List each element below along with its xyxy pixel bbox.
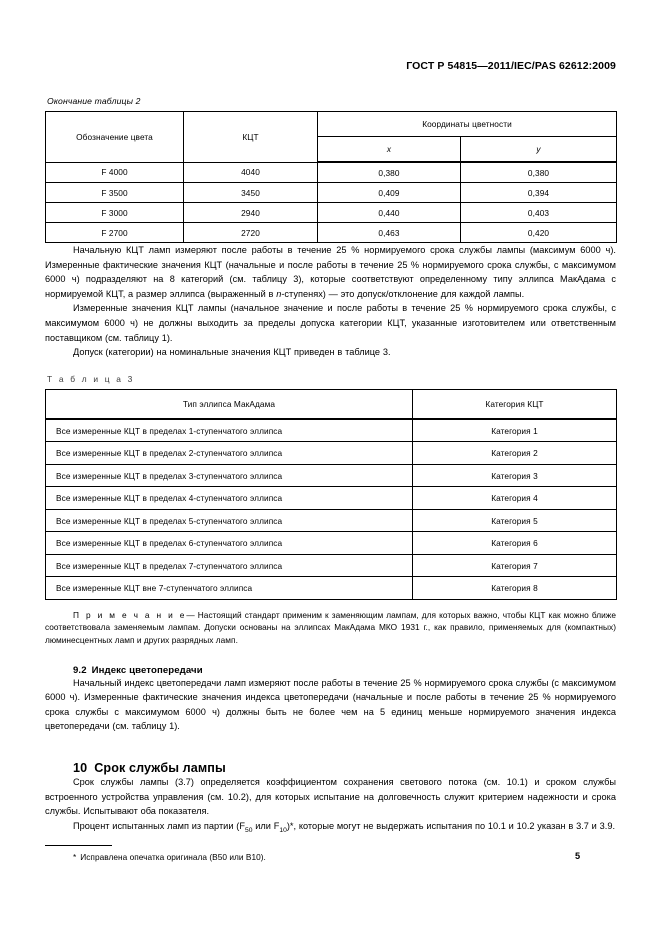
table2-cell-x: 0,440: [318, 203, 461, 223]
table-row: [46, 183, 617, 203]
table3-cell-category: Категория 4: [413, 487, 617, 510]
table3-cell-type: Все измеренные КЦТ в пределах 3-ступенчатого эллипса: [46, 464, 413, 487]
table-row: [46, 442, 617, 465]
table3-macadam-categories: [45, 389, 617, 600]
table2-cell-cct: 4040: [184, 162, 318, 183]
table3-header-category: Категория КЦТ: [413, 389, 617, 419]
paragraph-cct-tolerance: Измеренные значения КЦТ лампы (начальное значение и после работы в течение 25 % нормируемого срока службы, с максимумом 6000 ч) не должны выходить за пределы допуска категории КЦТ, указанные изготовителем или ответственным поставщиком (см. таблицу 1).: [45, 303, 616, 343]
table2-header-color: Обозначение цвета: [46, 112, 184, 163]
paragraph-text: Процент испытанных ламп из партии (F: [73, 820, 245, 831]
table2-cell-color: F 2700: [46, 223, 184, 243]
table3-header-ellipse-type: Тип эллипса МакАдама: [46, 389, 413, 419]
paragraph-cct-measurement: [45, 243, 616, 301]
table2-cell-y: 0,380: [461, 162, 617, 183]
table3-cell-type: Все измеренные КЦТ в пределах 2-ступенчатого эллипса: [46, 442, 413, 465]
subscript-f50: 50: [244, 826, 253, 834]
table2-caption: Окончание таблицы 2: [47, 96, 141, 106]
table3-header-row: [46, 389, 617, 419]
table-row: [46, 509, 617, 532]
footnote-content: Исправлена опечатка оригинала (В50 или В10).: [80, 852, 266, 863]
table2-header-chromaticity: Координаты цветности: [318, 112, 617, 137]
table-row: [46, 162, 617, 183]
note-text: — Настоящий стандарт применим к заменяющим лампам, для которых важно, чтобы КЦТ как можно ближе соответствовала заменяемым лампам. Допуски основаны на эллипсах МакАдама МКО 1931 г., как правило, применяемых для (компактных) люминесцентных ламп и других разрядных ламп.: [45, 609, 616, 645]
table-row: [46, 577, 617, 600]
heading-section-9-2: [73, 665, 616, 676]
table-row: [46, 223, 617, 243]
table2-cell-cct: 2940: [184, 203, 318, 223]
variable-n: n: [276, 288, 282, 299]
footnote-block: [45, 845, 616, 863]
section-number: 9.2: [73, 664, 87, 676]
table2-header-y: y: [461, 137, 617, 163]
table3-cell-category: Категория 2: [413, 442, 617, 465]
table-row: [46, 487, 617, 510]
table-row: [46, 532, 617, 555]
table2-cell-color: F 3500: [46, 183, 184, 203]
table2-cell-x: 0,409: [318, 183, 461, 203]
table3-cell-type: Все измеренные КЦТ в пределах 5-ступенчатого эллипса: [46, 509, 413, 532]
section-number: 10: [73, 760, 88, 775]
table3-cell-category: Категория 1: [413, 419, 617, 442]
table3-cell-category: Категория 6: [413, 532, 617, 555]
table2-cell-y: 0,420: [461, 223, 617, 243]
paragraph-text-cont: или F: [252, 820, 280, 831]
table-row: [46, 419, 617, 442]
paragraph-text-end: )*, которые могут не выдержать испытания по 10.1 и 10.2 указан в 3.7 и 3.9.: [286, 820, 616, 831]
table-row: [46, 203, 617, 223]
paragraph-text-cont: -ступенях) — это допуск/отклонение для каждой лампы.: [281, 288, 525, 299]
table3-cell-category: Категория 8: [413, 577, 617, 600]
table2-header-x: x: [318, 137, 461, 163]
paragraph-color-rendering: Начальный индекс цветопередачи ламп измеряют после работы в течение 25 % нормируемого срока службы (с максимумом 6000 ч). Измеренные фактические значения индекса цветопередачи (начальные и после работы в течение 25 % нормируемого срока службы с максимумом 6000 ч) должны быть не более чем на 5 единиц меньше нормируемого значения индекса цветопередачи (см. таблицу 1).: [45, 677, 616, 732]
footnote-marker: *: [73, 852, 77, 863]
paragraph-cct-categories: Допуск (категории) на номинальные значения КЦТ приведен в таблице 3.: [73, 347, 391, 358]
page-content: [45, 96, 616, 863]
table-row: [46, 464, 617, 487]
section-title: Срок службы лампы: [94, 760, 226, 775]
paragraph-lamp-batch-percent: [45, 819, 616, 834]
paragraph-text: Начальную КЦТ ламп измеряют после работы в течение 25 % нормируемого срока службы лампы (максимум 6000 ч). Измеренные фактические значения КЦТ (начальные и после работы в течение 25 % нормируемого срока службы, с максимумом 6000 ч) подразделяют на 8 категорий (см. таблицу 3), которые соответствуют определенному типу эллипса МакАдама с нормируемой КЦТ, а размер эллипса (выраженный в: [45, 245, 616, 299]
table3-cell-type: Все измеренные КЦТ в пределах 1-ступенчатого эллипса: [46, 419, 413, 442]
table2-header-cct: КЦТ: [184, 112, 318, 163]
note-label: П р и м е ч а н и е: [73, 609, 187, 620]
table2-cell-color: F 4000: [46, 162, 184, 183]
table2-cell-cct: 2720: [184, 223, 318, 243]
table3-cell-type: Все измеренные КЦТ в пределах 6-ступенчатого эллипса: [46, 532, 413, 555]
footnote-separator: [45, 845, 112, 846]
table3-cell-type: Все измеренные КЦТ в пределах 7-ступенчатого эллипса: [46, 554, 413, 577]
table2-cell-cct: 3450: [184, 183, 318, 203]
table2-chromaticity: [45, 111, 617, 243]
table3-cell-category: Категория 7: [413, 554, 617, 577]
table2-cell-y: 0,403: [461, 203, 617, 223]
table2-cell-x: 0,463: [318, 223, 461, 243]
table3-cell-category: Категория 5: [413, 509, 617, 532]
section-title: Индекс цветопередачи: [91, 664, 203, 676]
table3-note: [45, 609, 616, 647]
table-row: [46, 554, 617, 577]
table3-cell-type: Все измеренные КЦТ вне 7-ступенчатого эллипса: [46, 577, 413, 600]
page-number: 5: [575, 851, 581, 861]
subscript-f10: 10: [279, 826, 287, 834]
table3-cell-category: Категория 3: [413, 464, 617, 487]
footnote-text: [45, 851, 616, 863]
table2-cell-x: 0,380: [318, 162, 461, 183]
table2-cell-y: 0,394: [461, 183, 617, 203]
table2-cell-color: F 3000: [46, 203, 184, 223]
table3-caption: Т а б л и ц а 3: [47, 373, 135, 384]
paragraph-lamp-life-definition: Срок службы лампы (3.7) определяется коэффициентом сохранения светового потока (см. 10.1) и сроком службы встроенного устройства управления (см. 10.2), для которых испытание на долговечность служит критерием надежности и срока службы. Испытывают оба показателя.: [45, 776, 616, 817]
heading-section-10: [73, 761, 616, 775]
document-header: ГОСТ Р 54815—2011/IEC/PAS 62612:2009: [406, 60, 616, 72]
table2-header-row: [46, 112, 617, 137]
table3-cell-type: Все измеренные КЦТ в пределах 4-ступенчатого эллипса: [46, 487, 413, 510]
